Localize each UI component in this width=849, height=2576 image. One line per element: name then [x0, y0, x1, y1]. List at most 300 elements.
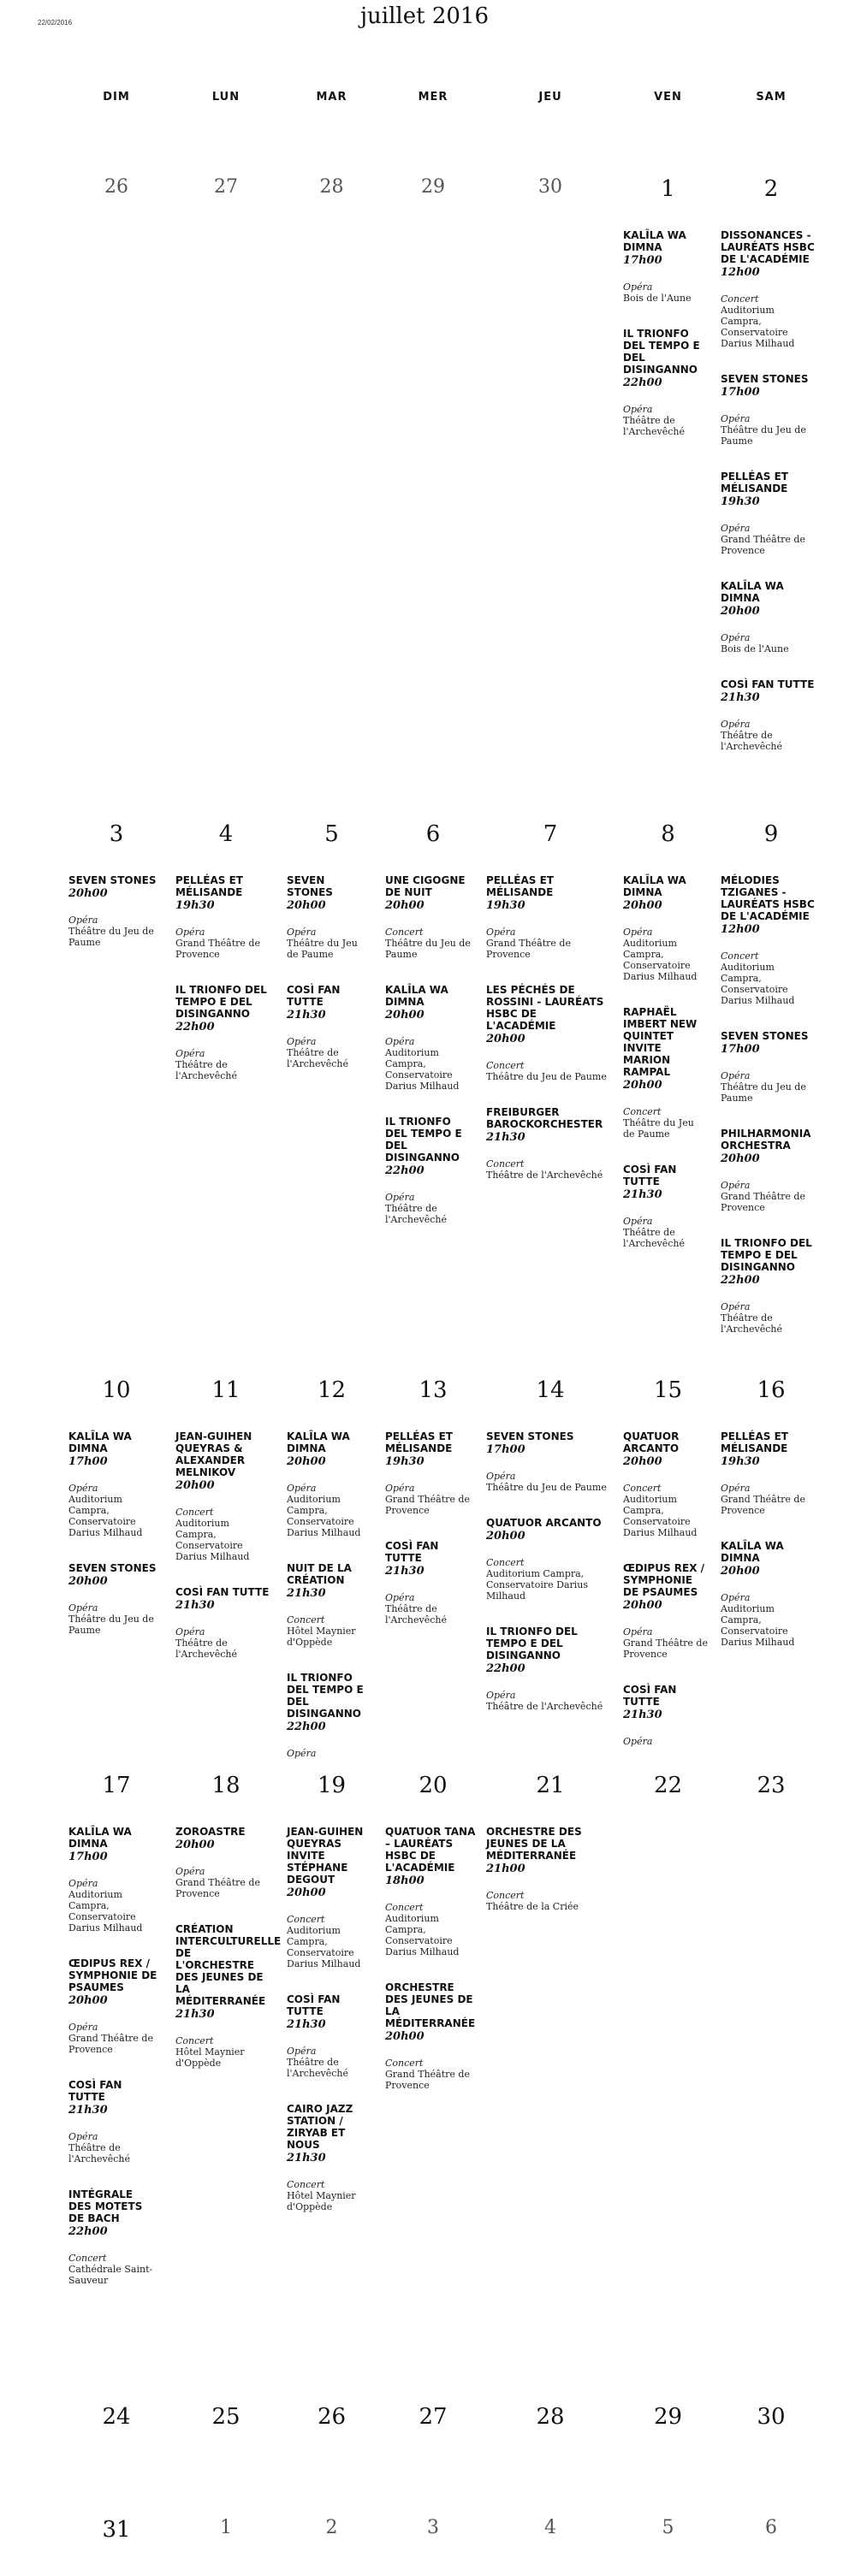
event-venue: Théâtre de l'Archevêché — [287, 2057, 348, 2079]
event-category: Opéra — [175, 927, 205, 938]
event-venue: Théâtre du Jeu de Paume — [68, 926, 154, 948]
event-time: 22h00 — [175, 1021, 215, 1033]
event-venue: Auditorium Campra, Conservatoire Darius Milhaud — [287, 1925, 361, 1969]
day-number: 20 — [419, 1773, 448, 1798]
event-entry[interactable] — [287, 1993, 371, 2079]
day-number: 6 — [425, 821, 441, 847]
event-time: 17h00 — [721, 386, 760, 399]
event-venue: Bois de l'Aune — [623, 293, 692, 304]
event-list — [623, 874, 708, 1273]
event-category: Opéra — [68, 1483, 98, 1494]
event-entry[interactable] — [486, 874, 609, 960]
event-category: Opéra — [721, 1070, 751, 1081]
event-title-link[interactable]: UNE CIGOGNE DE NUIT — [385, 874, 466, 898]
event-entry[interactable] — [287, 984, 371, 1069]
event-entry[interactable] — [175, 984, 271, 1081]
event-time: 21h30 — [287, 2152, 326, 2164]
event-venue: Théâtre de l'Archevêché — [721, 1312, 782, 1335]
event-category: Opéra — [721, 719, 751, 730]
event-category: Opéra — [385, 1036, 415, 1047]
event-venue: Auditorium Campra, Conservatoire Darius Milhaud — [385, 1913, 460, 1957]
day-number: 3 — [109, 821, 124, 847]
event-entry[interactable] — [486, 1626, 609, 1712]
event-list — [623, 1430, 708, 1771]
event-entry[interactable] — [68, 1957, 159, 2055]
event-venue: Théâtre du Jeu de Paume — [486, 1482, 607, 1493]
event-entry[interactable] — [623, 1164, 708, 1249]
event-time: 20h00 — [175, 1839, 215, 1851]
day-number: 18 — [211, 1773, 240, 1798]
event-title-link[interactable]: JEAN-GUIHEN QUEYRAS & ALEXANDER MELNIKOV — [175, 1430, 252, 1478]
event-list — [68, 874, 159, 972]
event-category: Concert — [385, 2058, 424, 2069]
print-date: 22/02/2016 — [38, 19, 73, 27]
event-entry[interactable] — [721, 1237, 816, 1335]
event-title-link[interactable]: DISSONANCES - LAURÉATS HSBC DE L'ACADÉMIE — [721, 229, 815, 265]
event-title-link[interactable]: INTÉGRALE DES MOTETS DE BACH — [68, 2188, 143, 2224]
day-number: 2 — [763, 176, 779, 202]
event-title-link[interactable]: COSÌ FAN TUTTE — [385, 1540, 439, 1564]
event-title-link[interactable]: PELLÉAS ET MÉLISANDE — [175, 874, 243, 898]
event-category: Concert — [721, 293, 759, 305]
event-time: 22h00 — [623, 376, 662, 389]
event-list — [68, 1826, 159, 2310]
event-time: 20h00 — [623, 1455, 662, 1468]
event-title-link[interactable]: COSÌ FAN TUTTE — [287, 984, 341, 1008]
event-time: 19h30 — [721, 1455, 760, 1468]
event-category: Opéra — [486, 927, 516, 938]
event-entry[interactable] — [385, 874, 476, 960]
event-venue: Grand Théâtre de Provence — [721, 1191, 805, 1213]
event-title-link[interactable]: ŒDIPUS REX / SYMPHONIE DE PSAUMES — [623, 1562, 705, 1598]
event-venue: Grand Théâtre de Provence — [175, 1877, 260, 1899]
event-entry[interactable] — [287, 1562, 371, 1648]
event-venue: Théâtre de l'Archevêché — [486, 1170, 603, 1181]
event-venue: Auditorium Campra, Conservatoire Darius Milhaud — [287, 1494, 361, 1538]
event-entry[interactable] — [623, 229, 708, 304]
event-time: 21h00 — [486, 1862, 525, 1875]
event-venue: Théâtre de l'Archevêché — [486, 1701, 603, 1712]
event-time: 21h30 — [623, 1188, 662, 1201]
weekday-sam: SAM — [756, 91, 787, 104]
event-entry[interactable] — [721, 373, 816, 447]
event-venue: Théâtre du Jeu de Paume — [623, 1117, 694, 1140]
weekday-lun: LUN — [211, 91, 240, 104]
event-category: Opéra — [68, 1602, 98, 1614]
event-category: Opéra — [175, 1866, 205, 1877]
event-category: Opéra — [287, 1483, 317, 1494]
event-title-link[interactable]: SEVEN STONES — [721, 373, 809, 385]
event-title-link[interactable]: PELLÉAS ET MÉLISANDE — [721, 471, 788, 494]
event-entry[interactable] — [721, 471, 816, 556]
event-entry[interactable] — [486, 1106, 609, 1181]
event-entry[interactable] — [721, 580, 816, 654]
day-number: 7 — [543, 821, 558, 847]
day-number: 1 — [220, 2517, 232, 2538]
event-venue: Grand Théâtre de Provence — [68, 2033, 153, 2055]
event-entry[interactable] — [623, 1006, 708, 1140]
event-title-link[interactable]: KALÎLA WA DIMNA — [721, 1540, 784, 1564]
event-category: Opéra — [721, 1483, 751, 1494]
event-entry[interactable] — [385, 1540, 476, 1626]
event-category: Concert — [287, 2179, 325, 2190]
event-entry[interactable] — [68, 1826, 159, 1933]
event-category: Opéra — [68, 2131, 98, 2142]
event-category: Concert — [385, 1902, 424, 1913]
event-time: 20h00 — [486, 1033, 525, 1045]
event-category: Opéra — [623, 1626, 653, 1637]
event-time: 20h00 — [385, 1009, 424, 1022]
event-list — [287, 874, 371, 1093]
weekday-jeu: JEU — [538, 91, 562, 104]
day-number: 25 — [211, 2404, 240, 2430]
day-number: 29 — [421, 176, 445, 198]
event-entry[interactable] — [385, 1430, 476, 1516]
event-title-link[interactable]: KALÎLA WA DIMNA — [721, 580, 784, 604]
event-entry[interactable] — [486, 1517, 609, 1602]
event-time: 21h30 — [623, 1708, 662, 1721]
event-title-link[interactable]: FREIBURGER BAROCKORCHESTER — [486, 1106, 603, 1130]
event-venue: Grand Théâtre de Provence — [486, 938, 571, 960]
event-title-link[interactable]: IL TRIONFO DEL TEMPO E DEL DISINGANNO — [721, 1237, 812, 1273]
event-time: 17h00 — [486, 1443, 525, 1456]
event-entry[interactable] — [68, 1562, 159, 1636]
event-time: 20h00 — [68, 1994, 108, 2007]
event-category: Concert — [623, 1106, 662, 1117]
event-category: Concert — [175, 2035, 214, 2046]
day-number: 13 — [419, 1377, 448, 1403]
event-title-link[interactable]: PHILHARMONIA ORCHESTRA — [721, 1128, 811, 1152]
event-list — [721, 229, 816, 776]
event-time: 19h30 — [175, 899, 215, 912]
event-venue: Théâtre du Jeu de Paume — [68, 1614, 154, 1636]
event-entry[interactable] — [287, 1672, 371, 1759]
event-list — [721, 874, 816, 1359]
event-time: 21h30 — [68, 2104, 108, 2117]
day-number: 17 — [102, 1773, 131, 1798]
day-number: 19 — [317, 1773, 347, 1798]
event-list — [623, 229, 708, 461]
event-category: Concert — [486, 1158, 525, 1170]
event-venue: Auditorium Campra, Conservatoire Darius Milhaud — [486, 1568, 589, 1602]
event-venue: Auditorium Campra, Conservatoire Darius Milhaud — [385, 1047, 460, 1092]
event-list — [287, 1826, 371, 2236]
day-number: 28 — [319, 176, 344, 198]
event-title-link[interactable]: IL TRIONFO DEL TEMPO E DEL DISINGANNO — [287, 1672, 364, 1720]
event-time: 12h00 — [721, 923, 760, 936]
weekday-dim: DIM — [103, 91, 130, 104]
day-number: 9 — [763, 821, 779, 847]
event-category: Concert — [287, 1914, 325, 1925]
event-entry[interactable] — [486, 1826, 609, 1912]
day-number: 29 — [653, 2404, 683, 2430]
event-venue: Théâtre de l'Archevêché — [721, 730, 782, 752]
event-entry[interactable] — [623, 328, 708, 437]
event-category: Opéra — [385, 1483, 415, 1494]
weekday-mar: MAR — [316, 91, 347, 104]
day-number: 8 — [661, 821, 675, 847]
event-category: Opéra — [721, 1180, 751, 1191]
event-time: 21h30 — [287, 1009, 326, 1022]
event-title-link[interactable]: SEVEN STONES — [721, 1030, 809, 1042]
day-number: 5 — [324, 821, 339, 847]
event-title-link[interactable]: COSÌ FAN TUTTE — [68, 2079, 122, 2103]
day-number: 21 — [536, 1773, 565, 1798]
event-title-link[interactable]: KALÎLA WA DIMNA — [623, 874, 686, 898]
event-time: 19h30 — [721, 495, 760, 508]
event-venue: Théâtre du Jeu de Paume — [385, 938, 471, 960]
event-title-link[interactable]: CAIRO JAZZ STATION / ZIRYAB ET NOUS — [287, 2103, 353, 2151]
event-list — [486, 874, 609, 1205]
event-entry[interactable] — [175, 1586, 271, 1660]
event-venue: Théâtre de l'Archevêché — [623, 415, 685, 437]
event-time: 22h00 — [486, 1662, 525, 1675]
event-entry[interactable] — [721, 678, 816, 752]
event-time: 20h00 — [287, 899, 326, 912]
event-entry[interactable] — [68, 2188, 159, 2286]
month-title: juillet 2016 — [359, 3, 490, 29]
event-title-link[interactable]: KALÎLA WA DIMNA — [385, 984, 448, 1008]
event-entry[interactable] — [623, 1430, 708, 1538]
event-category: Opéra — [486, 1471, 516, 1482]
event-time: 20h00 — [486, 1530, 525, 1543]
event-category: Opéra — [287, 927, 317, 938]
event-entry[interactable] — [385, 984, 476, 1092]
event-entry[interactable] — [623, 874, 708, 982]
event-venue: Auditorium Campra, Conservatoire Darius Milhaud — [68, 1889, 143, 1933]
event-title-link[interactable]: IL TRIONFO DEL TEMPO E DEL DISINGANNO — [486, 1626, 578, 1661]
event-entry[interactable] — [287, 1826, 371, 1969]
event-title-link[interactable]: QUATUOR ARCANTO — [623, 1430, 680, 1454]
event-list — [287, 1430, 371, 1783]
event-venue: Bois de l'Aune — [721, 643, 789, 654]
weekday-ven: VEN — [654, 91, 682, 104]
day-number: 27 — [214, 176, 238, 198]
event-venue: Théâtre de l'Archevêché — [385, 1603, 447, 1626]
day-number: 26 — [317, 2404, 347, 2430]
event-entry[interactable] — [721, 1430, 816, 1516]
event-entry[interactable] — [721, 1128, 816, 1213]
event-time: 20h00 — [623, 899, 662, 912]
event-title-link[interactable]: RAPHAËL IMBERT NEW QUINTET INVITE MARION RAMPAL — [623, 1006, 698, 1078]
day-number: 11 — [211, 1377, 240, 1403]
event-time: 21h30 — [287, 1587, 326, 1600]
weekday-mer: MER — [418, 91, 448, 104]
day-number: 30 — [757, 2404, 786, 2430]
event-title-link[interactable]: ORCHESTRE DES JEUNES DE LA MÉDITERRANÉE — [385, 1981, 476, 2029]
event-category: Concert — [623, 1483, 662, 1494]
event-entry[interactable] — [721, 1030, 816, 1104]
event-time: 22h00 — [385, 1164, 424, 1177]
event-title-link[interactable]: KALÎLA WA DIMNA — [287, 1430, 350, 1454]
event-title-link[interactable]: ŒDIPUS REX / SYMPHONIE DE PSAUMES — [68, 1957, 157, 1993]
event-title-link[interactable]: SEVEN STONES — [287, 874, 333, 898]
event-time: 20h00 — [287, 1886, 326, 1899]
event-venue: Cathédrale Saint-Sauveur — [68, 2264, 153, 2286]
day-number: 10 — [102, 1377, 131, 1403]
event-category: Opéra — [68, 2022, 98, 2033]
event-entry[interactable] — [175, 1430, 271, 1562]
event-category: Concert — [68, 2253, 107, 2264]
event-time: 20h00 — [721, 605, 760, 618]
event-time: 22h00 — [287, 1720, 326, 1733]
event-category: Concert — [287, 1614, 325, 1626]
event-venue: Grand Théâtre de Provence — [721, 534, 805, 556]
event-entry[interactable] — [175, 1826, 271, 1899]
day-number: 22 — [653, 1773, 683, 1798]
event-entry[interactable] — [486, 984, 609, 1082]
event-category: Concert — [175, 1507, 214, 1518]
event-entry[interactable] — [175, 874, 271, 960]
event-time: 21h30 — [721, 691, 760, 704]
event-entry[interactable] — [175, 1923, 282, 2069]
event-venue: Auditorium Campra, Conservatoire Darius Milhaud — [721, 1603, 795, 1648]
event-category: Concert — [486, 1060, 525, 1071]
event-entry[interactable] — [486, 1430, 609, 1493]
event-title-link[interactable]: IL TRIONFO DEL TEMPO E DEL DISINGANNO — [175, 984, 267, 1020]
event-entry[interactable] — [287, 2103, 371, 2212]
event-time: 17h00 — [623, 254, 662, 267]
event-time: 19h30 — [486, 899, 525, 912]
event-title-link[interactable]: ZOROASTRE — [175, 1826, 246, 1838]
event-time: 17h00 — [68, 1455, 108, 1468]
day-number: 4 — [218, 821, 234, 847]
day-number: 2 — [325, 2517, 338, 2538]
event-entry[interactable] — [721, 229, 816, 349]
event-entry[interactable] — [68, 874, 159, 948]
event-title-link[interactable]: KALÎLA WA DIMNA — [68, 1826, 132, 1850]
event-title-link[interactable]: PELLÉAS ET MÉLISANDE — [385, 1430, 453, 1454]
event-venue: Théâtre de l'Archevêché — [385, 1203, 447, 1225]
event-category: Opéra — [623, 404, 653, 415]
event-title-link[interactable]: PELLÉAS ET MÉLISANDE — [486, 874, 554, 898]
event-title-link[interactable]: IL TRIONFO DEL TEMPO E DEL DISINGANNO — [385, 1116, 462, 1164]
event-title-link[interactable]: IL TRIONFO DEL TEMPO E DEL DISINGANNO — [623, 328, 700, 376]
event-time: 20h00 — [287, 1455, 326, 1468]
event-venue: Théâtre de la Criée — [486, 1901, 579, 1912]
event-title-link[interactable]: KALÎLA WA DIMNA — [68, 1430, 132, 1454]
event-entry[interactable] — [385, 1826, 476, 1957]
event-time: 18h00 — [385, 1874, 424, 1887]
event-title-link[interactable]: COSÌ FAN TUTTE — [175, 1586, 270, 1598]
event-time: 20h00 — [623, 1599, 662, 1612]
event-time: 21h30 — [175, 1599, 215, 1612]
event-venue: Grand Théâtre de Provence — [385, 2069, 470, 2091]
day-number: 4 — [544, 2517, 556, 2538]
event-title-link[interactable]: MÉLODIES TZIGANES - LAURÉATS HSBC DE L'ACADÉMIE — [721, 874, 815, 922]
event-entry[interactable] — [287, 1430, 371, 1538]
event-venue: Grand Théâtre de Provence — [623, 1637, 708, 1660]
day-number: 5 — [662, 2517, 674, 2538]
event-entry[interactable] — [623, 1684, 708, 1747]
event-title-link[interactable]: SEVEN STONES — [68, 1562, 157, 1574]
event-list — [385, 1430, 476, 1649]
event-category: Concert — [385, 927, 424, 938]
event-entry[interactable] — [385, 1981, 476, 2091]
day-number: 14 — [536, 1377, 565, 1403]
event-venue: Hôtel Maynier d'Oppède — [287, 2190, 356, 2212]
event-time: 17h00 — [68, 1851, 108, 1863]
event-list — [385, 1826, 476, 2115]
event-entry[interactable] — [68, 2079, 159, 2164]
event-title-link[interactable]: COSÌ FAN TUTTE — [721, 678, 815, 690]
event-venue: Auditorium Campra, Conservatoire Darius Milhaud — [721, 962, 795, 1006]
event-category: Opéra — [68, 1878, 98, 1889]
event-category: Concert — [721, 950, 759, 962]
day-number: 12 — [317, 1377, 347, 1403]
event-venue: Hôtel Maynier d'Oppède — [175, 2046, 245, 2069]
day-number: 24 — [102, 2404, 131, 2430]
event-title-link[interactable]: COSÌ FAN TUTTE — [287, 1993, 341, 2017]
event-category: Opéra — [623, 927, 653, 938]
event-venue: Théâtre du Jeu de Paume — [486, 1071, 607, 1082]
event-title-link[interactable]: PELLÉAS ET MÉLISANDE — [721, 1430, 788, 1454]
day-number: 31 — [102, 2517, 131, 2543]
event-venue: Grand Théâtre de Provence — [721, 1494, 805, 1516]
event-time: 22h00 — [721, 1274, 760, 1287]
event-title-link[interactable]: QUATUOR ARCANTO — [486, 1517, 602, 1529]
event-list — [68, 1430, 159, 1660]
event-category: Opéra — [623, 281, 653, 293]
event-title-link[interactable]: KALÎLA WA DIMNA — [623, 229, 686, 253]
event-title-link[interactable]: LES PÉCHÉS DE ROSSINI - LAURÉATS HSBC DE L'ACADÉMIE — [486, 984, 604, 1032]
event-time: 20h00 — [68, 1575, 108, 1588]
event-venue: Auditorium Campra, Conservatoire Darius Milhaud — [721, 305, 795, 349]
event-venue: Hôtel Maynier d'Oppède — [287, 1626, 356, 1648]
day-number: 6 — [765, 2517, 777, 2538]
event-title-link[interactable]: QUATUOR TANA – LAURÉATS HSBC DE L'ACADÉMIE — [385, 1826, 476, 1874]
event-title-link[interactable]: CRÉATION INTERCULTURELLE DE L'ORCHESTRE DES JEUNES DE LA MÉDITERRANÉE — [175, 1923, 282, 2007]
event-list — [486, 1430, 609, 1736]
event-category: Opéra — [721, 523, 751, 534]
event-title-link[interactable]: JEAN-GUIHEN QUEYRAS INVITE STÉPHANE DEGOUT — [287, 1826, 364, 1886]
event-title-link[interactable]: COSÌ FAN TUTTE — [623, 1684, 677, 1708]
event-venue: Grand Théâtre de Provence — [385, 1494, 470, 1516]
event-venue: Grand Théâtre de Provence — [175, 938, 260, 960]
day-number: 23 — [757, 1773, 786, 1798]
event-time: 20h00 — [385, 899, 424, 912]
event-list — [385, 874, 476, 1249]
event-title-link[interactable]: COSÌ FAN TUTTE — [623, 1164, 677, 1187]
event-title-link[interactable]: SEVEN STONES — [486, 1430, 574, 1442]
event-category: Opéra — [175, 1626, 205, 1637]
event-list — [175, 874, 271, 1105]
event-entry[interactable] — [287, 874, 371, 960]
event-entry[interactable] — [68, 1430, 159, 1538]
event-title-link[interactable]: ORCHESTRE DES JEUNES DE LA MÉDITERRANÉE — [486, 1826, 582, 1862]
event-category: Concert — [486, 1890, 525, 1901]
event-venue: Théâtre de l'Archevêché — [623, 1227, 685, 1249]
day-number: 30 — [538, 176, 562, 198]
event-category: Concert — [486, 1557, 525, 1568]
event-time: 20h00 — [721, 1152, 760, 1165]
event-entry[interactable] — [721, 1540, 816, 1648]
event-venue: Théâtre du Jeu de Paume — [721, 1081, 806, 1104]
event-title-link[interactable]: NUIT DE LA CRÉATION — [287, 1562, 352, 1586]
event-category: Opéra — [623, 1216, 653, 1227]
event-title-link[interactable]: SEVEN STONES — [68, 874, 157, 886]
event-entry[interactable] — [385, 1116, 476, 1225]
day-number: 27 — [419, 2404, 448, 2430]
event-category: Opéra — [287, 1748, 317, 1759]
event-venue: Théâtre de l'Archevêché — [175, 1637, 237, 1660]
day-number: 16 — [757, 1377, 786, 1403]
event-category: Opéra — [385, 1592, 415, 1603]
event-category: Opéra — [287, 1036, 317, 1047]
event-entry[interactable] — [623, 1562, 708, 1660]
event-entry[interactable] — [721, 874, 816, 1006]
event-time: 21h30 — [287, 2018, 326, 2031]
